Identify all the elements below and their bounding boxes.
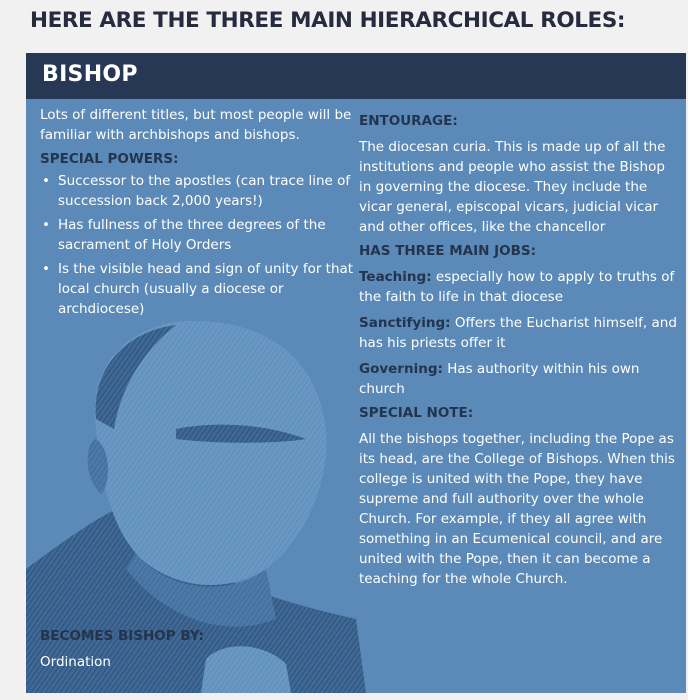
special-note-label: SPECIAL NOTE: bbox=[359, 405, 474, 421]
jobs-label: HAS THREE MAIN JOBS: bbox=[359, 243, 537, 259]
becomes-section bbox=[40, 626, 340, 672]
entourage-text: The diocesan curia. This is made up of all the institutions and people who assist the Bishop in governing the diocese. They include the vicar general, episcopal vicars, judicial vicar and other offices, like the chancellor bbox=[359, 139, 666, 235]
job-sanctifying bbox=[359, 313, 681, 353]
panel-title: BISHOP bbox=[42, 62, 138, 87]
entourage-label: ENTOURAGE: bbox=[359, 113, 458, 129]
power-text: Has fullness of the three degrees of the sacrament of Holy Orders bbox=[58, 217, 326, 253]
left-column bbox=[40, 105, 365, 323]
list-item bbox=[40, 215, 365, 255]
special-note-text: All the bishops together, including the Pope as its head, are the College of Bishops. When this college is united with the Pope, they have supreme and full authority over the whole Church. For example, if they all agree with something in an Ecumenical council, and are united with the Pope, then it can become a teaching for the whole Church. bbox=[359, 431, 675, 587]
job-text: Offers the Eucharist himself, and has his priests offer it bbox=[359, 315, 677, 351]
power-text: Is the visible head and sign of unity for that local church (usually a diocese or archdiocese) bbox=[58, 261, 354, 317]
job-term: Sanctifying: bbox=[359, 315, 451, 331]
intro-text: Lots of different titles, but most people will be familiar with archbishops and bishops. bbox=[40, 107, 352, 143]
job-term: Teaching: bbox=[359, 269, 432, 285]
becomes-value: Ordination bbox=[40, 654, 111, 670]
bullet-icon: • bbox=[42, 173, 50, 189]
becomes-label: BECOMES BISHOP BY: bbox=[40, 628, 204, 644]
job-teaching bbox=[359, 267, 681, 307]
job-text: Has authority within his own church bbox=[359, 361, 640, 397]
bullet-icon: • bbox=[42, 261, 50, 277]
job-text: especially how to apply to truths of the faith to life in that diocese bbox=[359, 269, 675, 305]
list-item bbox=[40, 171, 365, 211]
right-column bbox=[359, 111, 681, 589]
bullet-icon: • bbox=[42, 217, 50, 233]
panel-header bbox=[26, 53, 686, 99]
special-powers-label: SPECIAL POWERS: bbox=[40, 151, 179, 167]
list-item bbox=[40, 259, 365, 319]
bishop-panel bbox=[26, 53, 686, 693]
job-term: Governing: bbox=[359, 361, 443, 377]
job-governing bbox=[359, 359, 681, 399]
page-heading: HERE ARE THE THREE MAIN HIERARCHICAL ROLES: bbox=[30, 8, 626, 33]
power-text: Successor to the apostles (can trace line of succession back 2,000 years!) bbox=[58, 173, 351, 209]
powers-list bbox=[40, 171, 365, 319]
